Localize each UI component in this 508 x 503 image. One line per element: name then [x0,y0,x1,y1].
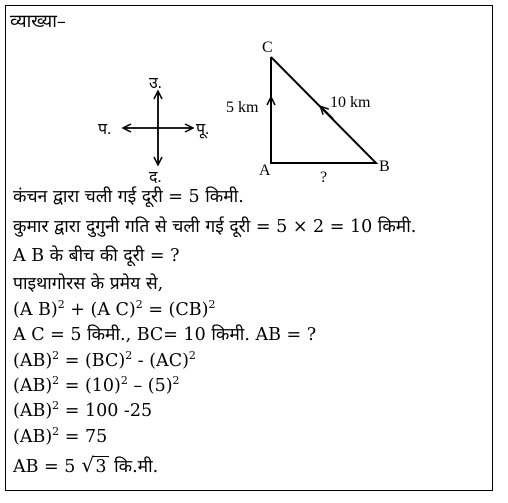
given-values: A C = 5 किमी., BC= 10 किमी. AB = ? [13,325,317,345]
solution-line-1: कंचन द्वारा चली गई दूरी = 5 किमी. [13,187,244,207]
heading: व्याख्या– [10,11,66,32]
equation-pythagoras: (A B)$^2$ + (A C)$^2$ = (CB)$^2$ [13,298,216,320]
final-answer: AB = 5 √ 3 कि.मी. [13,453,159,477]
solution-line-4: पाइथागोरस के प्रमेय से, [13,274,164,294]
side-ac-label: 5 km [226,99,259,116]
square-root: √ 3 [81,453,107,477]
equation-step-3: (AB)$^2$ = 100 -25 [13,399,153,421]
vertex-c-label: C [262,39,273,56]
solution-line-2: कुमार द्वारा दुगुनी गति से चली गई दूरी = 5 × 2 = 10 किमी. [13,217,417,237]
compass-north-label: उ. [149,75,162,92]
side-ab-label: ? [320,169,328,186]
side-cb-label: 10 km [330,94,371,111]
compass-south-label: द. [149,169,162,186]
vertex-a-label: A [259,162,271,179]
triangle [226,39,390,186]
solution-line-3: A B के बीच की दूरी = ? [13,246,180,266]
equation-step-2: $(AB)^2 = (10)^2 - (5)^2$ [13,374,180,396]
compass [98,75,209,186]
vertex-b-label: B [379,158,390,175]
equation-step-4: (AB)$^2$ = 75 [13,425,108,447]
compass-west-label: प. [98,121,112,138]
equation-step-1: (AB)$^2$ = (BC)$^2$ - (AC)$^2$ [13,349,196,371]
figure [0,0,508,200]
compass-east-label: पू. [196,121,210,138]
